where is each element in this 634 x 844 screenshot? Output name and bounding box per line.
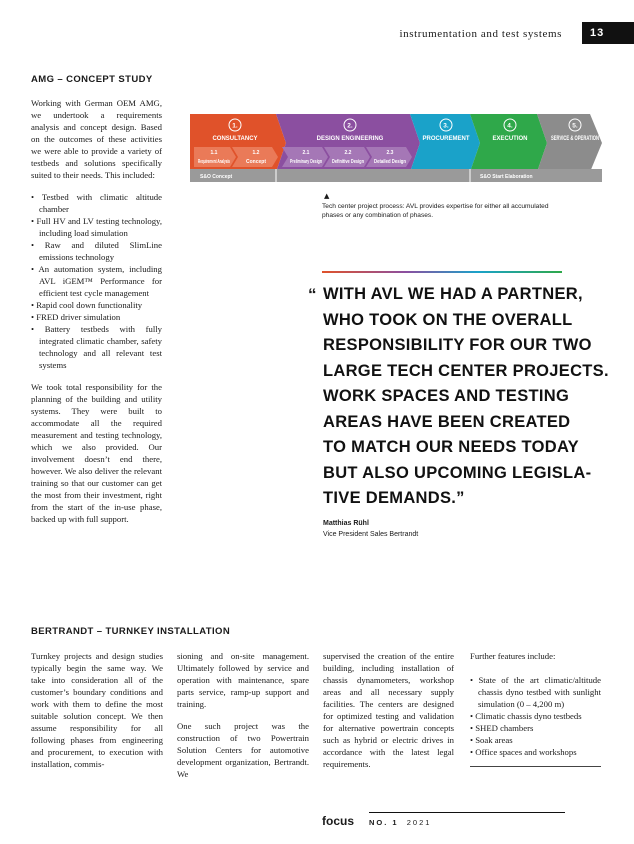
quote-line: TO MATCH OUR NEEDS TODAY xyxy=(323,438,579,456)
paragraph: Turnkey projects and design studies typically begin the same way. We take into consideration all of the customer’s boundary conditions and work with them to define the most suitable solution concept. We then assume responsibility for all following phases from engineering and procurement, to execution with installation, commis- xyxy=(31,651,163,769)
paragraph: One such project was the construction of two Powertrain Solution Centers for automotive development organization, Bertrandt. We xyxy=(177,721,309,779)
subphase-2-2-label: Definitive Design xyxy=(332,159,364,165)
bertrandt-column-1 xyxy=(31,650,163,780)
pull-quote xyxy=(323,282,609,512)
subphase-2-1-label: Preliminary Design xyxy=(290,159,322,165)
amg-intro-paragraph: Working with German OEM AMG, we undertook a requirements analysis and concept design. Based on the outcomes of these activities we were able to provide a variety of testbeds and solutions specifically suited to their needs. This included: xyxy=(31,98,162,180)
quote-author: Matthias Rühl xyxy=(323,520,369,527)
quote-line: TIVE DEMANDS.” xyxy=(323,489,465,507)
phase-2-label: DESIGN ENGINEERING xyxy=(316,136,384,142)
quote-rule xyxy=(322,271,562,273)
list-item: • Battery testbeds with fully integrated climatic chamber, safety technology and all relevant test systems xyxy=(31,323,162,371)
paragraph: supervised the creation of the entire building, including installation of chassis dynamometers, workshop areas and all necessary supply facilities. The centers are designed for optimized testing and validation for alternative powertrain concepts such as hybrid or electric drives in accordance with the latest legal requirements. xyxy=(323,651,454,769)
quote-line: BUT ALSO UPCOMING LEGISLA- xyxy=(323,463,592,482)
bar-label-left: S&O Concept xyxy=(200,174,233,180)
section-title-bertrandt: BERTRANDT – TURNKEY INSTALLATION xyxy=(31,626,231,637)
subphase-1-2-number: 1.2 xyxy=(252,150,260,156)
bertrandt-column-2 xyxy=(177,650,309,790)
phase-3-label: PROCUREMENT xyxy=(422,136,470,142)
amg-feature-list xyxy=(31,191,162,371)
s-and-o-bar xyxy=(190,169,602,182)
subphase-2-2-number: 2.2 xyxy=(344,150,352,156)
list-item: • Testbed with climatic altitude chamber xyxy=(31,191,162,215)
quote-line: AREAS HAVE BEEN CREATED xyxy=(323,412,571,431)
issue-year: 2021 xyxy=(406,818,432,827)
running-header: instrumentation and test systems xyxy=(399,28,562,40)
list-item: • State of the art climatic/altitude chassis dyno testbed with sunlight simulation (0 – 4,200 m) xyxy=(470,674,601,710)
list-item: • Full HV and LV testing technology, including load simulation xyxy=(31,215,162,239)
bertrandt-column-3 xyxy=(323,650,454,780)
features-intro: Further features include: xyxy=(470,651,556,661)
subphase-1-2-label: Concept xyxy=(246,159,266,165)
subphase-2-1-number: 2.1 xyxy=(302,150,310,156)
subphase-2-3-number: 2.3 xyxy=(386,150,394,156)
list-item: • SHED chambers xyxy=(470,722,601,734)
phase-4-number: 4. xyxy=(507,122,513,130)
page-number: 13 xyxy=(582,22,634,44)
amg-article-column xyxy=(31,97,162,535)
phase-5-number: 5. xyxy=(572,122,578,130)
quote-line: WHO TOOK ON THE OVERALL xyxy=(323,310,573,329)
paragraph: sioning and on-site management. Ultimately followed by service and operation with maintenance, spare parts service, ramp-up support and training. xyxy=(177,651,309,709)
list-item: • Office spaces and workshops xyxy=(470,746,601,758)
issue-label: NO. 1 xyxy=(369,818,399,827)
triangle-up-icon: ▲ xyxy=(324,192,330,200)
list-item: • Raw and diluted SlimLine emissions technology xyxy=(31,239,162,263)
list-item: • FRED driver simulation xyxy=(31,311,162,323)
list-item: • Rapid cool down functionality xyxy=(31,299,162,311)
phase-5-label: SERVICE & OPERATION xyxy=(551,136,599,142)
column-end-rule xyxy=(470,766,601,767)
amg-outro-paragraph: We took total responsibility for the planning of the building and utility systems. They were built to accommodate all the required measurement and testing technology, which we also provided. Our involvement doesn’t end there, however. We also deliver the relevant training so that our customer can get the most from their investment, right from the start of the in-use phase, backed up with full support. xyxy=(31,382,162,524)
bertrandt-column-4 xyxy=(470,650,601,768)
footer-issue xyxy=(369,818,431,827)
subphase-1-1-label: Requirement Analysis xyxy=(198,159,231,165)
bertrandt-feature-list xyxy=(470,674,601,758)
phase-1-label: CONSULTANCY xyxy=(212,136,258,142)
quote-line: RESPONSIBILITY FOR OUR TWO xyxy=(323,336,592,354)
phase-2-number: 2. xyxy=(347,122,353,130)
footer-rule xyxy=(369,812,565,813)
process-diagram xyxy=(190,112,602,182)
quote-line: LARGE TECH CENTER PROJECTS. xyxy=(323,361,609,380)
subphase-2-3-label: Detailed Design xyxy=(374,159,406,165)
footer-brand: focus xyxy=(322,814,355,828)
subphase-1-1-number: 1.1 xyxy=(210,150,218,156)
list-item: • An automation system, including AVL iGEM™ Performance for efficient test cycle management xyxy=(31,263,162,299)
list-item: • Soak areas xyxy=(470,734,601,746)
quote-line: WITH AVL WE HAD A PARTNER, xyxy=(323,285,583,303)
diagram-caption: Tech center project process: AVL provides expertise for either all accumulated phases or any combination of phases. xyxy=(322,203,549,219)
phase-4-label: EXECUTION xyxy=(492,136,528,142)
section-title-amg: AMG – CONCEPT STUDY xyxy=(31,74,153,85)
list-item: • Climatic chassis dyno testbeds xyxy=(470,710,601,722)
phase-1-number: 1. xyxy=(232,122,238,130)
quote-line: WORK SPACES AND TESTING xyxy=(323,387,570,405)
quote-author-role: Vice President Sales Bertrandt xyxy=(323,531,419,538)
bar-label-right: S&O Start Elaboration xyxy=(480,174,533,180)
phase-3-number: 3. xyxy=(443,122,449,130)
open-quote-mark: “ xyxy=(308,285,317,304)
